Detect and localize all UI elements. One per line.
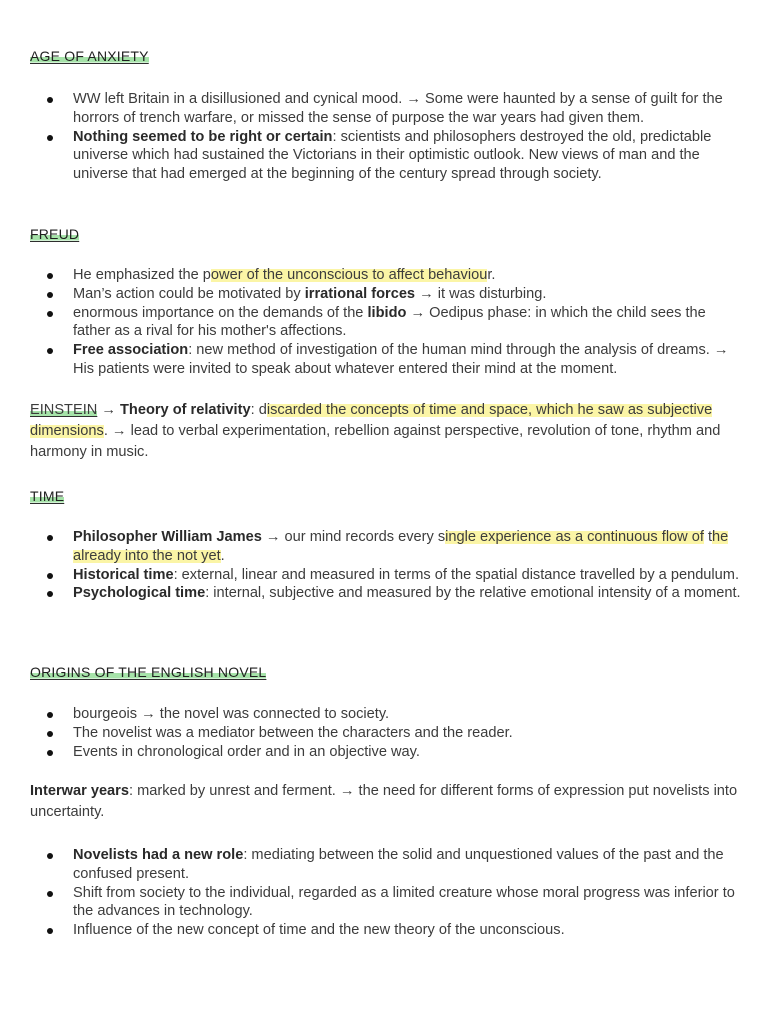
heading-time xyxy=(30,486,64,506)
heading-highlight: FREUD xyxy=(30,226,80,242)
einstein-paragraph xyxy=(30,400,745,463)
list-item-text: → it was disturbing. xyxy=(415,285,547,302)
list-item xyxy=(30,528,745,566)
list-item-text: → our mind records every s xyxy=(261,529,446,545)
bold-term: Psychological time xyxy=(73,585,206,602)
bold-term: Interwar years xyxy=(30,783,129,799)
highlighted-text: ower of the unconscious to affect behaviou xyxy=(210,267,488,283)
list-item-text: Events in chronological order and in an objective way. xyxy=(73,743,420,760)
list-item xyxy=(30,285,745,304)
heading-freud xyxy=(30,224,79,244)
heading-highlight: ORIGINS OF THE ENGLISH NOVEL xyxy=(30,664,267,680)
list-item-text: WW left Britain in a disillusioned and cynical mood. → Some were haunted by a sense of guilt for the horrors of trench warfare, or missed the sense of purpose the war years had given them. xyxy=(73,91,723,126)
highlighted-text: iscarded the concepts of time and space, which he saw as subjective dimensions xyxy=(30,402,713,439)
heading-age-of-anxiety xyxy=(30,46,149,66)
list-item xyxy=(30,921,745,940)
list-item xyxy=(30,566,745,585)
list-item-text: Man’s action could be motivated by xyxy=(73,285,305,302)
list-item xyxy=(30,846,745,884)
list-item-text: He emphasized the p xyxy=(73,267,211,283)
bold-term: Philosopher William James xyxy=(73,529,262,545)
list-item-text: : internal, subjective and measured by the relative emotional intensity of a moment. xyxy=(205,585,741,602)
age-of-anxiety-list xyxy=(30,90,745,184)
novelists-list xyxy=(30,846,745,940)
list-item-text: Influence of the new concept of time and the new theory of the unconscious. xyxy=(73,922,565,939)
paragraph-text: : marked by unrest and ferment. → the need for different forms of expression put novelists into uncertainty. xyxy=(30,783,738,820)
list-item xyxy=(30,724,745,743)
list-item xyxy=(30,90,745,128)
bold-term: irrational forces xyxy=(304,285,416,302)
list-item xyxy=(30,266,745,285)
list-item-text: enormous importance on the demands of the xyxy=(73,304,368,321)
list-item-text: : new method of investigation of the human mind through the analysis of dreams. → His patients were invited to speak about whatever entered their mind at the moment. xyxy=(73,342,729,377)
freud-list xyxy=(30,266,745,379)
heading-einstein: EINSTEIN xyxy=(30,402,98,418)
list-item xyxy=(30,341,745,379)
highlighted-text: he already into the not yet xyxy=(73,529,729,564)
heading-origins-english-novel xyxy=(30,662,266,682)
list-item-text: The novelist was a mediator between the characters and the reader. xyxy=(73,724,513,741)
list-item xyxy=(30,128,745,184)
arrow-text: → xyxy=(97,402,121,418)
interwar-paragraph xyxy=(30,781,745,823)
bold-term: Free association xyxy=(73,342,189,359)
list-item-text: . xyxy=(220,547,225,564)
heading-highlight: AGE OF ANXIETY xyxy=(30,48,149,64)
list-item-text: t xyxy=(703,529,713,545)
list-item xyxy=(30,584,745,603)
list-item xyxy=(30,743,745,762)
list-item-text: r. xyxy=(487,267,496,283)
list-item-text: : mediating between the solid and unquestioned values of the past and the confused present. xyxy=(73,847,724,882)
bold-term: Theory of relativity xyxy=(120,402,251,418)
list-item xyxy=(30,884,745,922)
bold-term: Historical time xyxy=(73,566,174,583)
heading-highlight: TIME xyxy=(30,488,65,504)
time-list xyxy=(30,528,745,603)
origins-list xyxy=(30,705,745,761)
highlighted-text: ingle experience as a continuous flow of xyxy=(445,529,704,545)
paragraph-text: : d xyxy=(250,402,267,418)
list-item-text: : scientists and philosophers destroyed the old, predictable universe which had sustained the Victorians in their optimistic outlook. New views of man and the universe that had emerged at the beginning of the century spread through society. xyxy=(73,128,712,183)
list-item-text: → Oedipus phase: in which the child sees the father as a rival for his mother's affections. xyxy=(73,304,706,340)
bold-term: Nothing seemed to be right or certain xyxy=(73,128,333,145)
list-item xyxy=(30,705,745,724)
bold-term: Novelists had a new role xyxy=(73,847,244,863)
list-item-text: bourgeois → the novel was connected to society. xyxy=(73,706,390,722)
list-item-text: : external, linear and measured in terms of the spatial distance travelled by a pendulum. xyxy=(173,566,739,583)
list-item xyxy=(30,304,745,342)
bold-term: libido xyxy=(367,304,407,321)
list-item-text: Shift from society to the individual, regarded as a limited creature whose moral progress was inferior to the advances in technology. xyxy=(73,884,735,920)
paragraph-text: . → lead to verbal experimentation, rebellion against perspective, revolution of tone, rhythm and harmony in music. xyxy=(30,423,721,460)
